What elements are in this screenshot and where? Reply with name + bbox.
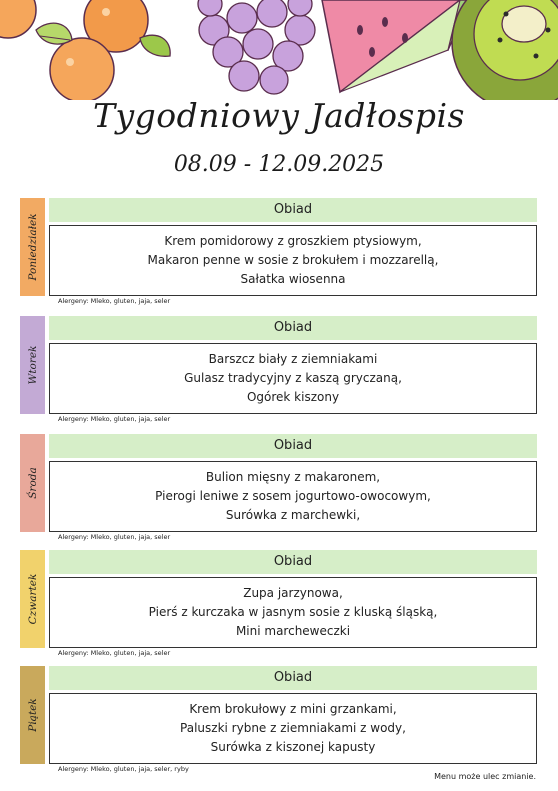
day-name: Poniedziałek bbox=[26, 213, 39, 281]
allergens-note: Alergeny: Mleko, gluten, jaja, seler bbox=[58, 415, 171, 423]
day-tuesday bbox=[0, 316, 558, 431]
meal-box bbox=[49, 577, 537, 648]
menu-change-note: Menu może ulec zmianie. bbox=[434, 772, 536, 781]
meal-box bbox=[49, 225, 537, 296]
allergens-note: Alergeny: Mleko, gluten, jaja, seler bbox=[58, 649, 171, 657]
date-range: 08.09 - 12.09.2025 bbox=[173, 152, 385, 177]
page-title: Tygodniowy Jadłospis bbox=[93, 96, 465, 135]
allergens-note: Alergeny: Mleko, gluten, jaja, seler bbox=[58, 533, 171, 541]
dish-main: Gulasz tradycyjny z kaszą gryczaną, bbox=[184, 371, 402, 385]
dish-side: Sałatka wiosenna bbox=[240, 272, 346, 286]
dish-soup: Zupa jarzynowa, bbox=[243, 586, 343, 600]
dish-main: Pierogi leniwe z sosem jogurtowo-owocowym, bbox=[155, 489, 431, 503]
dish-side: Surówka z marchewki, bbox=[225, 508, 361, 522]
day-tab bbox=[20, 666, 45, 764]
dish-soup: Krem pomidorowy z groszkiem ptysiowym, bbox=[164, 234, 422, 248]
day-tab bbox=[20, 316, 45, 414]
dish-side: Mini marcheweczki bbox=[235, 624, 351, 638]
fruit-illustration bbox=[0, 0, 558, 100]
watermelon-icon bbox=[322, 0, 470, 92]
meal-label: Obiad bbox=[49, 666, 537, 690]
kiwi-icon bbox=[452, 0, 558, 100]
day-thursday bbox=[0, 550, 558, 665]
day-name: Piątek bbox=[26, 698, 39, 732]
meal-label: Obiad bbox=[49, 434, 537, 458]
meal-box bbox=[49, 343, 537, 414]
day-name: Wtorek bbox=[26, 345, 39, 385]
meal-label: Obiad bbox=[49, 550, 537, 574]
allergens-note: Alergeny: Mleko, gluten, jaja, seler, ryby bbox=[58, 765, 189, 773]
day-tab bbox=[20, 434, 45, 532]
allergens-note: Alergeny: Mleko, gluten, jaja, seler bbox=[58, 297, 171, 305]
meal-label: Obiad bbox=[49, 198, 537, 222]
dish-side: Surówka z kiszonej kapusty bbox=[210, 740, 376, 754]
day-wednesday bbox=[0, 434, 558, 549]
day-tab bbox=[20, 198, 45, 296]
meal-label: Obiad bbox=[49, 316, 537, 340]
day-name: Środa bbox=[26, 467, 39, 499]
dish-side: Ogórek kiszony bbox=[246, 390, 340, 404]
dish-main: Makaron penne w sosie z brokułem i mozzarellą, bbox=[147, 253, 439, 267]
grapes-icon bbox=[198, 0, 315, 94]
dish-main: Paluszki rybne z ziemniakami z wody, bbox=[180, 721, 406, 735]
day-tab bbox=[20, 550, 45, 648]
day-friday bbox=[0, 666, 558, 781]
dish-soup: Krem brokułowy z mini grzankami, bbox=[189, 702, 397, 716]
meal-box bbox=[49, 461, 537, 532]
dish-soup: Bulion mięsny z makaronem, bbox=[205, 470, 381, 484]
meal-box bbox=[49, 693, 537, 764]
dish-soup: Barszcz biały z ziemniakami bbox=[208, 352, 378, 366]
day-name: Czwartek bbox=[26, 573, 39, 625]
day-monday bbox=[0, 198, 558, 313]
dish-main: Pierś z kurczaka w jasnym sosie z kluską śląską, bbox=[148, 605, 438, 619]
orange-icon bbox=[0, 0, 170, 100]
